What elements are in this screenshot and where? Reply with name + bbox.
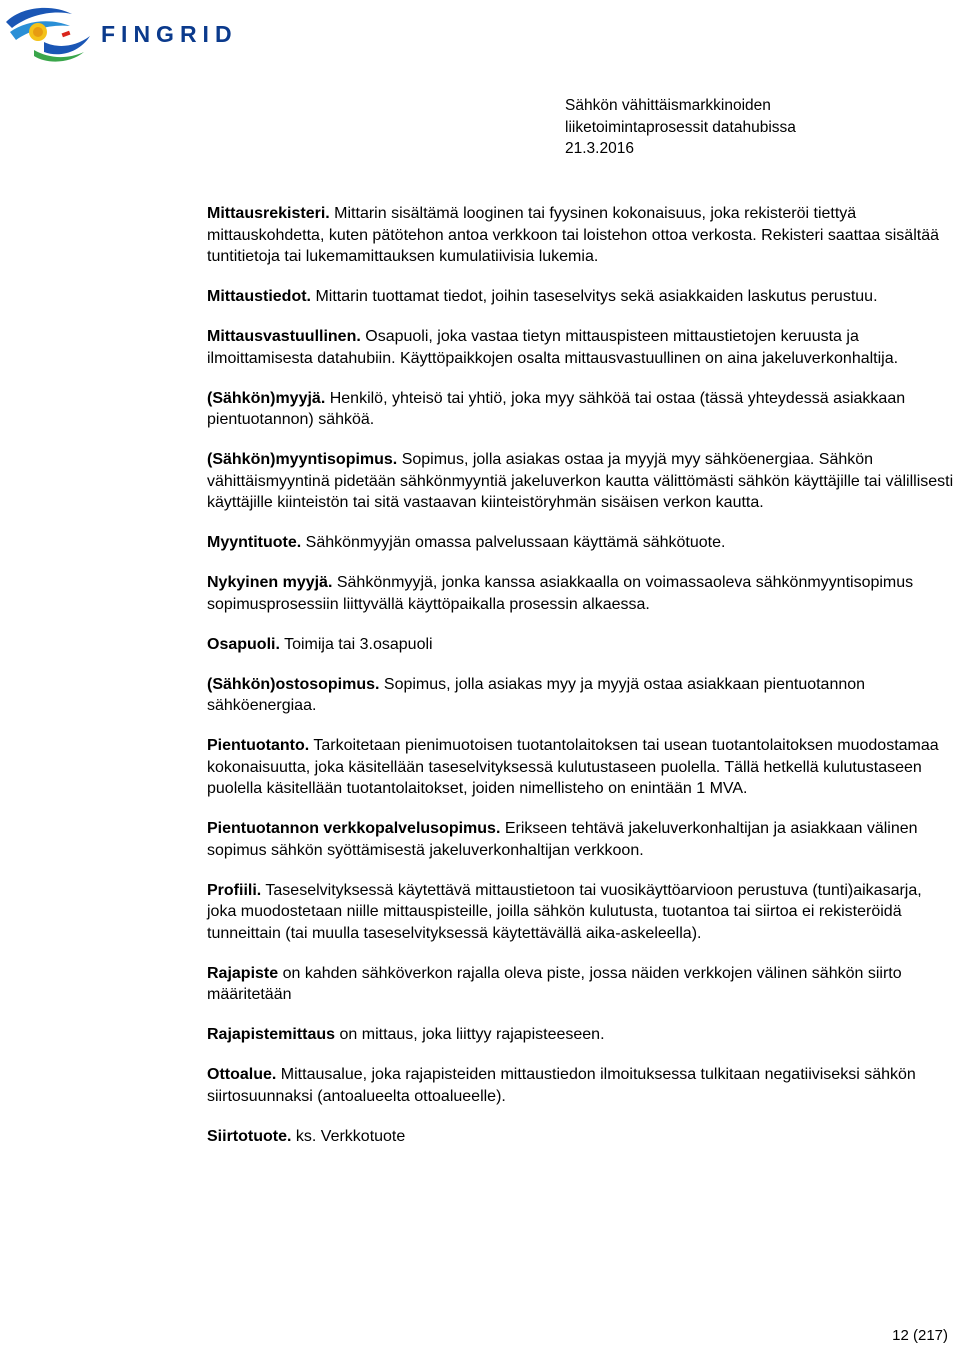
definition-text: Taseselvityksessä käytettävä mittaustietoon tai vuosikäyttöarvioon perustuva (tunti)aikasarja, joka muodostetaan niille mittauspisteille, joilla sähkön kulutusta, tuotantoa tai siirtoa ei rekisteröidä tunneittain (tai muulla taseselvityksessä käytettävällä aika-askeleella).: [207, 881, 922, 942]
page-number: 12 (217): [892, 1327, 948, 1344]
definition-term: Rajapistemittaus: [207, 1026, 336, 1043]
definition-text: Osapuoli, joka vastaa tietyn mittauspisteen mittaustietojen keruusta ja ilmoittamisesta datahubiin. Käyttöpaikkojen osalta mittausvastuullinen on aina jakeluverkonhaltija.: [207, 328, 899, 367]
definition-term: Profiili.: [207, 881, 262, 899]
definition-entry: [207, 286, 955, 308]
definition-entry: [207, 818, 955, 861]
definition-term: (Sähkön)ostosopimus.: [207, 675, 380, 693]
definition-entry: [207, 388, 955, 431]
definition-text: Toimija tai 3.osapuoli: [279, 635, 433, 653]
definition-term: Ottoalue.: [207, 1066, 277, 1083]
definition-text: ks. Verkkotuote: [291, 1127, 406, 1145]
definition-text: Tarkoitetaan pienimuotoisen tuotantolaitoksen tai usean tuotantolaitoksen muodostamaa kokonaisuutta, joka käsitellään taseselvityksessä kulutustaseen puolella. Tällä hetkellä kulutustaseen puolella käsitellään tuotantolaitokset, joiden nimellisteho on enintään 1 MVA.: [207, 737, 939, 797]
definition-term: Mittausvastuullinen.: [207, 328, 361, 345]
definition-text: Henkilö, yhteisö tai yhtiö, joka myy sähköä tai ostaa (tässä yhteydessä asiakkaan pientuotannon) sähköä.: [207, 389, 906, 428]
definition-term: Osapuoli.: [207, 635, 280, 653]
definition-term: (Sähkön)myyntisopimus.: [207, 451, 398, 468]
definition-term: Siirtotuote.: [207, 1127, 292, 1145]
definition-text: Sopimus, jolla asiakas myy ja myyjä ostaa asiakkaan pientuotannon sähköenergiaa.: [207, 675, 866, 714]
header-date: 21.3.2016: [565, 140, 634, 157]
definition-entry: [207, 572, 955, 615]
definition-entry: [207, 674, 955, 717]
definition-entry: [207, 634, 955, 656]
definition-entry: [207, 880, 955, 945]
definition-text: Mittarin tuottamat tiedot, joihin taseselvitys sekä asiakkaiden laskutus perustuu.: [311, 288, 878, 305]
definition-entry: [207, 532, 955, 554]
definition-entry: [207, 449, 955, 514]
definition-term: Rajapiste: [207, 964, 279, 982]
definition-entry: [207, 203, 955, 268]
definition-term: Mittausrekisteri.: [207, 205, 330, 222]
logo-text: FINGRID: [101, 21, 238, 47]
definition-term: Pientuotannon verkkopalvelusopimus.: [207, 820, 501, 837]
definition-text: Sähkönmyyjä, jonka kanssa asiakkaalla on voimassaoleva sähkönmyyntisopimus sopimusprosessiin liittyvällä käyttöpaikalla prosessin alkaessa.: [207, 574, 914, 613]
fingrid-logo: [4, 2, 254, 64]
definition-entry: [207, 1064, 955, 1107]
definition-entry: [207, 963, 955, 1006]
definition-text: Mittarin sisältämä looginen tai fyysinen kokonaisuus, joka rekisteröi tiettyä mittauskohdetta, kuten pätötehon antoa verkkoon tai loistehon ottoa verkosta. Rekisteri saattaa sisältää tuntitietoja tai lukemamittauksen kumulatiivisia lukemia.: [207, 205, 939, 265]
header-title-line-2: liiketoimintaprosessit datahubissa: [565, 118, 796, 136]
definitions-list: [207, 203, 955, 1147]
definition-entry: [207, 326, 955, 369]
document-header: [565, 95, 945, 160]
definition-text: Sopimus, jolla asiakas ostaa ja myyjä myy sähköenergiaa. Sähkön vähittäismyyntinä pidetään sähkönmyyntiä jakeluverkon kautta välittömästi sähkön käyttäjille tai välillisesti käyttäjille kiinteistön tai sitä vastaavan kiinteistöryhmän sisäisen verkon kautta.: [207, 451, 954, 511]
fingrid-logo-mark-icon: [4, 2, 96, 64]
definition-text: on kahden sähköverkon rajalla oleva piste, jossa näiden verkkojen välinen sähkön siirto määritetään: [207, 964, 902, 1003]
definition-entry: [207, 1126, 955, 1148]
definition-text: Sähkönmyyjän omassa palvelussaan käyttämä sähkötuote.: [301, 534, 726, 551]
header-title-line-1: Sähkön vähittäismarkkinoiden: [565, 97, 771, 114]
definition-text: Erikseen tehtävä jakeluverkonhaltijan ja asiakkaan välinen sopimus sähkön syöttämisestä jakeluverkonhaltijan verkkoon.: [207, 820, 918, 859]
definition-text: on mittaus, joka liittyy rajapisteeseen.: [335, 1026, 605, 1043]
definition-entry: [207, 735, 955, 800]
definition-term: (Sähkön)myyjä.: [207, 389, 326, 407]
definition-term: Mittaustiedot.: [207, 288, 311, 305]
definition-text: Mittausalue, joka rajapisteiden mittaustiedon ilmoituksessa tulkitaan negatiiviseksi sähkön siirtosuunnaksi (antoalueelta ottoalueelle).: [207, 1066, 916, 1105]
definition-entry: [207, 1024, 955, 1046]
definition-term: Pientuotanto.: [207, 737, 310, 754]
definition-term: Myyntituote.: [207, 534, 302, 551]
definition-term: Nykyinen myyjä.: [207, 574, 333, 591]
